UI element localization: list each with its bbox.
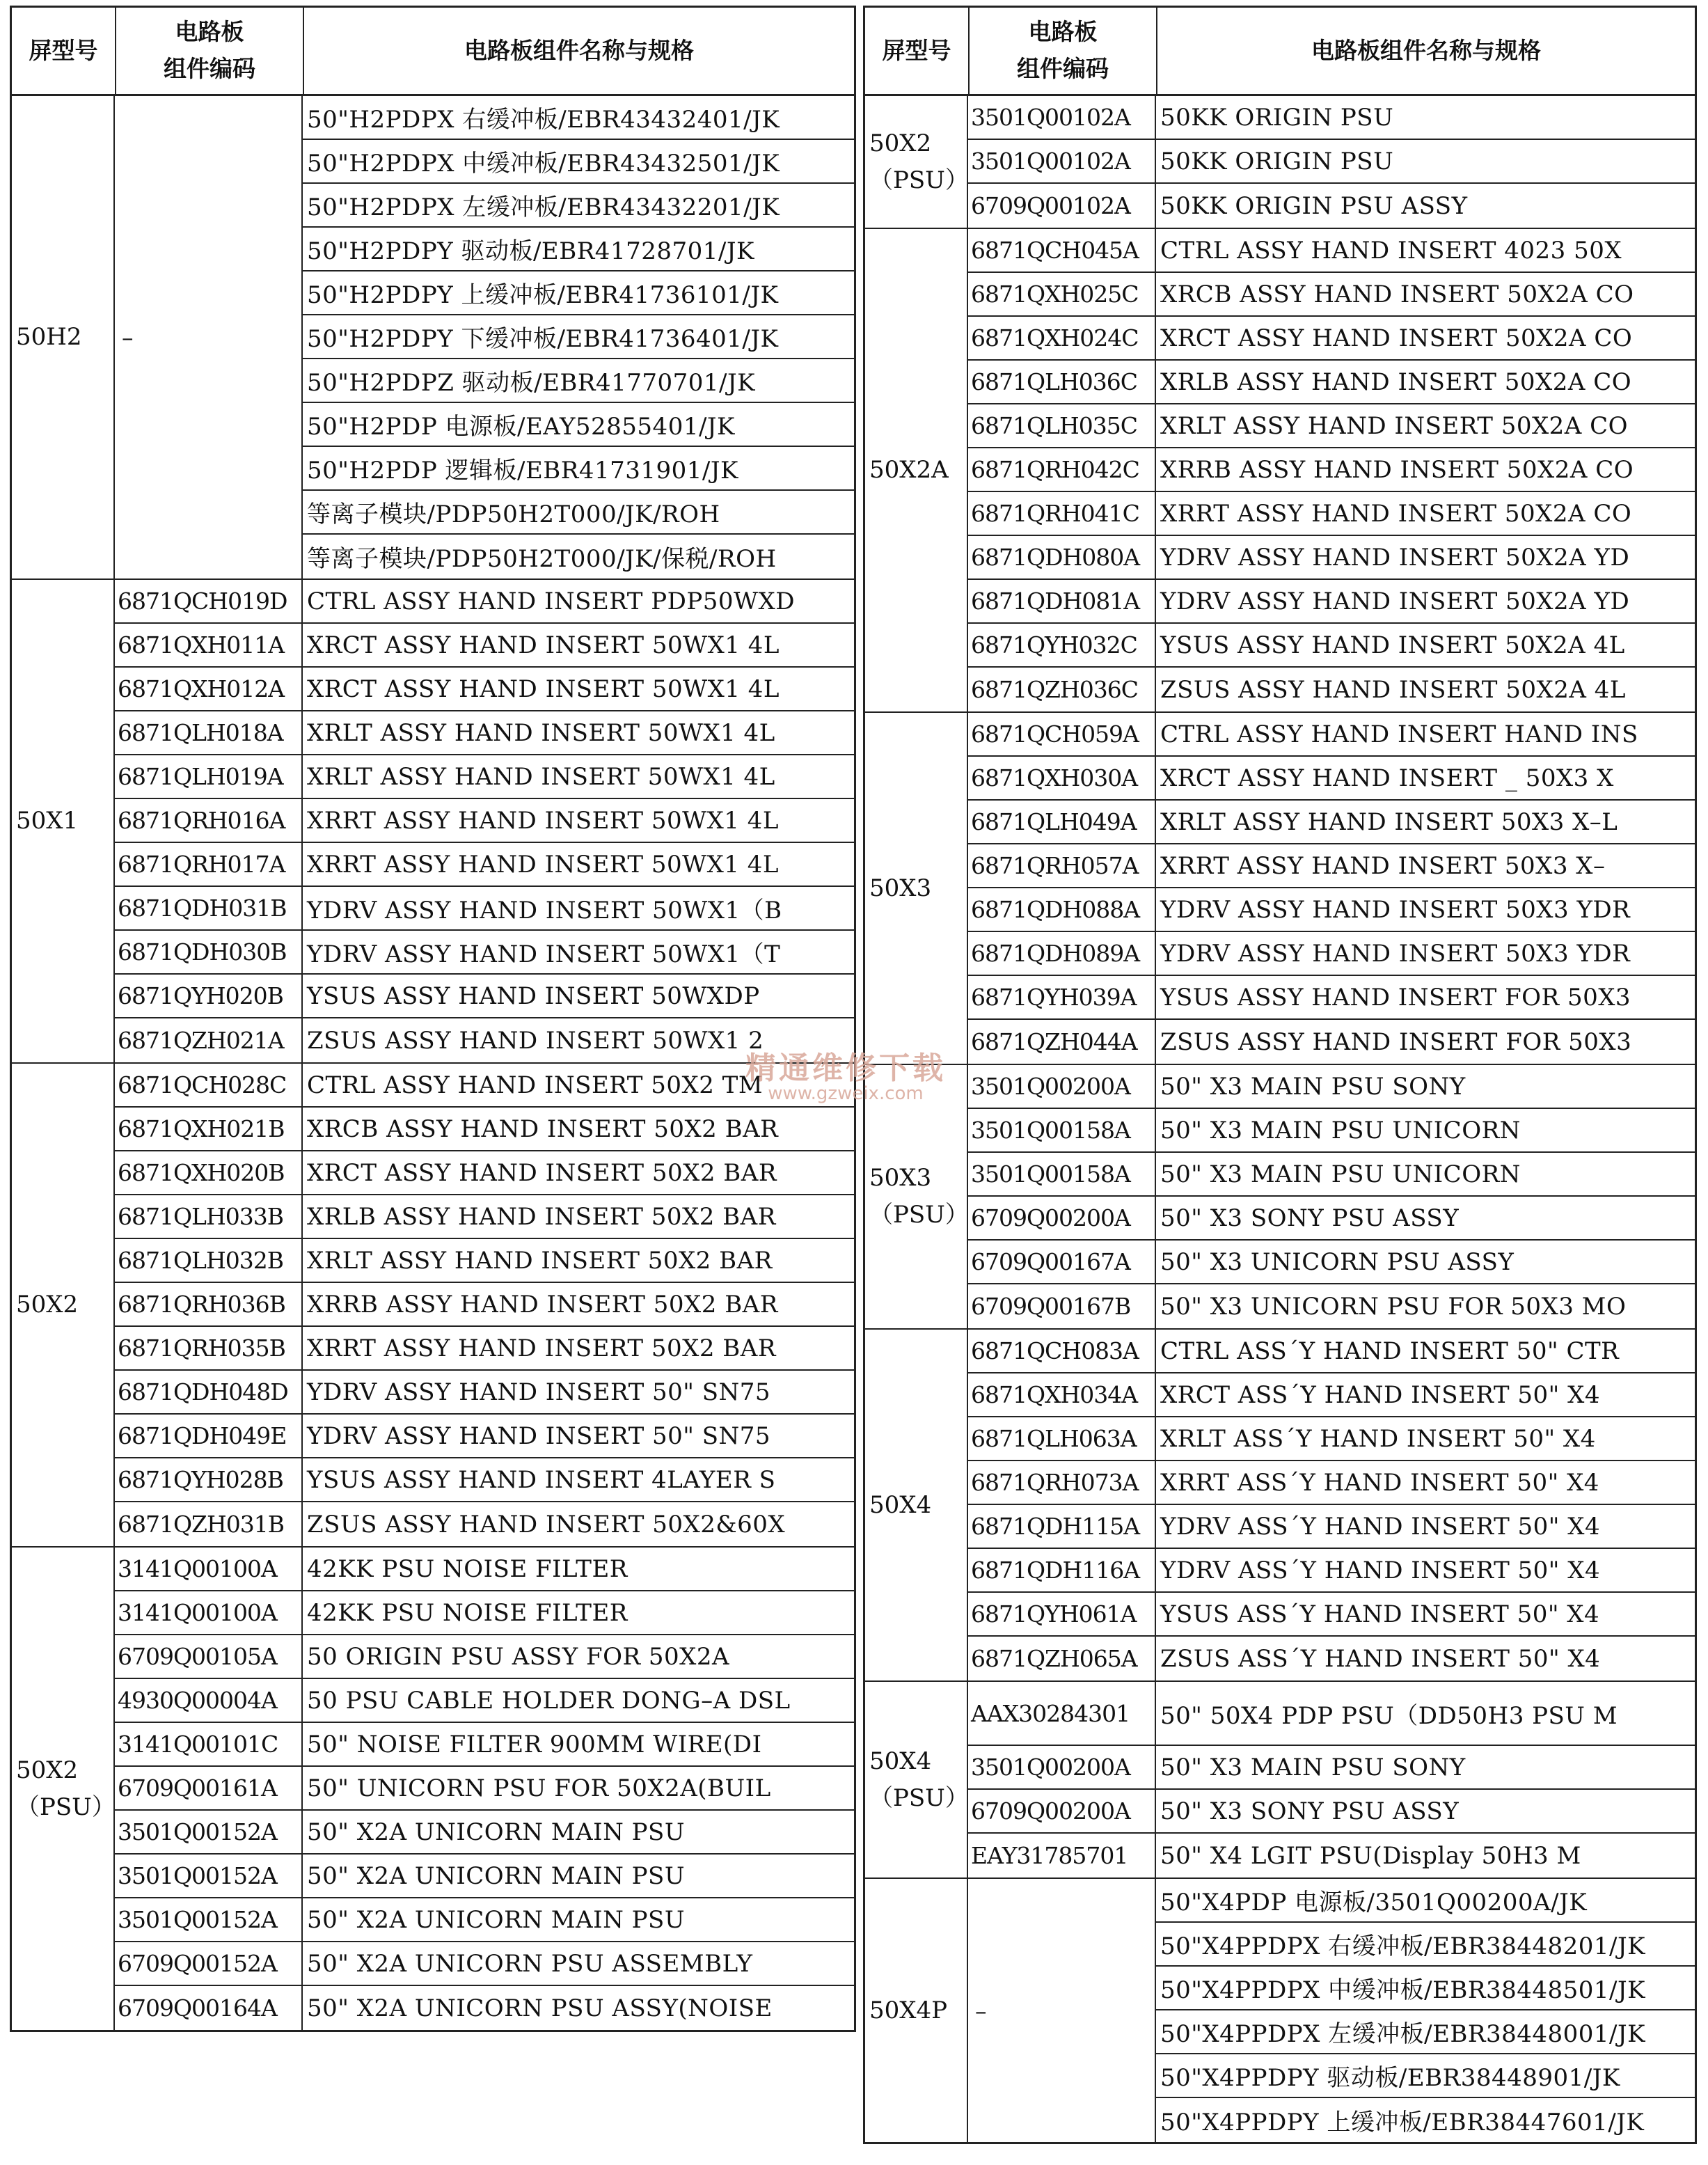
part-description: 50"H2PDPX 中缓冲板/EBR43432501/JK (307, 150, 780, 178)
table-row (968, 1197, 1695, 1241)
table-row (115, 975, 854, 1018)
part-code: 6871QZH036C (968, 668, 1156, 711)
part-code: 3501Q00200A (968, 1065, 1156, 1108)
table-row (115, 1898, 854, 1942)
part-description: XRRT ASS´Y HAND INSERT 50" X4 (1160, 1468, 1599, 1497)
part-description: 50" X2A UNICORN PSU ASSEMBLY (307, 1949, 753, 1978)
part-description: XRCT ASSY HAND INSERT 50WX1 4L (307, 675, 780, 703)
table-row (968, 844, 1695, 888)
table-row (115, 668, 854, 711)
part-code: 6871QDH080A (968, 536, 1156, 578)
model-name: 50X2 (12, 1064, 115, 1546)
table-row (115, 1723, 854, 1767)
part-description: 50KK ORIGIN PSU ASSY (1160, 191, 1468, 220)
part-code: 6709Q00105A (115, 1635, 303, 1678)
part-code: 6871QXH012A (115, 668, 303, 710)
model-name: 50X2 （PSU） (12, 1548, 115, 2030)
table-row (303, 403, 854, 447)
table-row (968, 1241, 1695, 1284)
part-description: XRRT ASSY HAND INSERT 50X3 X– (1160, 851, 1606, 880)
table-row (115, 1458, 854, 1502)
part-code: 3141Q00100A (115, 1591, 303, 1634)
table-row (968, 1637, 1695, 1680)
part-description: 42KK PSU NOISE FILTER (307, 1554, 628, 1583)
part-description: 50" UNICORN PSU FOR 50X2A(BUIL (307, 1774, 771, 1802)
table-row (115, 624, 854, 668)
part-description: 50" X2A UNICORN MAIN PSU (307, 1861, 685, 1890)
part-description: YDRV ASSY HAND INSERT 50" SN75 (307, 1422, 771, 1450)
group-rows (115, 580, 854, 1062)
part-description: 50"H2PDPX 左缓冲板/EBR43432201/JK (307, 194, 780, 221)
table-row (115, 1811, 854, 1855)
part-code: 6709Q00167A (968, 1241, 1156, 1283)
table-row (115, 843, 854, 887)
model-name: 50X3 (865, 713, 968, 1064)
part-description: YDRV ASSY HAND INSERT 50X3 YDR (1160, 895, 1631, 924)
part-code: 6871QRH041C (968, 492, 1156, 535)
table-header (865, 8, 1695, 96)
header-name: 电路板组件名称与规格 (303, 8, 854, 94)
part-code: 3501Q00152A (115, 1855, 303, 1897)
table-row (115, 1767, 854, 1811)
part-description: ZSUS ASSY HAND INSERT 50X2&60X (307, 1510, 786, 1538)
part-code: 3141Q00101C (115, 1723, 303, 1765)
part-description: 42KK PSU NOISE FILTER (307, 1598, 628, 1627)
part-description: ZSUS ASSY HAND INSERT 50WX1 2 (307, 1026, 764, 1055)
table-row (115, 1327, 854, 1371)
part-code: 6871QLH018A (115, 711, 303, 754)
part-code: 6871QLH035C (968, 404, 1156, 447)
part-code: 6871QDH048D (115, 1371, 303, 1413)
part-description: XRRT ASSY HAND INSERT 50X2 BAR (307, 1334, 776, 1362)
part-description: YDRV ASSY HAND INSERT 50WX1（B (307, 897, 782, 924)
table-row (968, 1330, 1695, 1373)
table-row (115, 1679, 854, 1723)
part-description: XRRT ASSY HAND INSERT 50WX1 4L (307, 850, 779, 879)
part-description: 50 PSU CABLE HOLDER DONG–A DSL (307, 1686, 791, 1715)
part-code: 6871QDH088A (968, 888, 1156, 931)
table-row (115, 711, 854, 755)
part-description: XRCT ASSY HAND INSERT 50X2 BAR (307, 1158, 777, 1187)
table-row (968, 1505, 1695, 1549)
table-row (968, 492, 1695, 536)
part-code: 3501Q00102A (968, 96, 1156, 139)
table-row (303, 491, 854, 535)
part-description: 50"H2PDP 电源板/EAY52855401/JK (307, 413, 735, 441)
part-code: 6871QXH030A (968, 757, 1156, 799)
table-row (968, 1020, 1695, 1064)
part-code: 3501Q00158A (968, 1109, 1156, 1151)
table-row (115, 1635, 854, 1679)
table-row (968, 1746, 1695, 1790)
group-rows (968, 1065, 1695, 1328)
part-description: 50"H2PDP 逻辑板/EBR41731901/JK (307, 457, 738, 485)
part-description: XRCT ASS´Y HAND INSERT 50" X4 (1160, 1380, 1600, 1409)
part-code: 6871QYH028B (115, 1458, 303, 1501)
part-code: 3501Q00158A (968, 1153, 1156, 1195)
part-code: 6871QXH024C (968, 317, 1156, 359)
model-name: 50X2A (865, 229, 968, 711)
part-description: 50KK ORIGIN PSU (1160, 147, 1394, 175)
part-description: 50KK ORIGIN PSU (1160, 103, 1394, 132)
model-group (12, 96, 854, 580)
group-rows (303, 96, 854, 578)
table-row (1156, 1923, 1695, 1967)
part-code: 6709Q00167B (968, 1284, 1156, 1328)
part-code: 6871QYH061A (968, 1593, 1156, 1635)
table-row (303, 140, 854, 184)
part-code: 6871QXH020B (115, 1151, 303, 1194)
part-description: 等离子模块/PDP50H2T000/JK/保税/ROH (307, 545, 777, 573)
part-description: XRLB ASSY HAND INSERT 50X2A CO (1160, 368, 1632, 396)
table-row (968, 229, 1695, 273)
part-code: 6709Q00161A (115, 1767, 303, 1809)
part-description: 50"X4PPDPX 左缓冲板/EBR38448001/JK (1160, 2020, 1646, 2048)
table-row (1156, 2010, 1695, 2054)
part-code: 6871QCH083A (968, 1330, 1156, 1372)
model-group (12, 1064, 854, 1548)
part-code: 3501Q00200A (968, 1746, 1156, 1788)
part-description: YDRV ASS´Y HAND INSERT 50" X4 (1160, 1512, 1601, 1541)
part-code: 6709Q00164A (115, 1986, 303, 2030)
part-description: YSUS ASSY HAND INSERT FOR 50X3 (1160, 983, 1631, 1011)
table-row (968, 1109, 1695, 1153)
part-description: 50" X3 UNICORN PSU FOR 50X3 MO (1160, 1292, 1627, 1321)
table-row (303, 315, 854, 359)
table-row (115, 1239, 854, 1283)
part-code: AAX30284301 (968, 1682, 1156, 1745)
model-name: 50X4P (865, 1879, 968, 2142)
part-description: 50" 50X4 PDP PSU（DD50H3 PSU M (1160, 1701, 1618, 1730)
part-code: 6871QRH035B (115, 1327, 303, 1369)
part-code: 6871QDH031B (115, 887, 303, 929)
part-description: CTRL ASSY HAND INSERT HAND INS (1160, 720, 1638, 748)
table-row (115, 580, 854, 624)
part-code: 6871QCH059A (968, 713, 1156, 755)
table-row (115, 1283, 854, 1327)
part-description: XRCB ASSY HAND INSERT 50X2 BAR (307, 1115, 779, 1143)
part-description: YSUS ASS´Y HAND INSERT 50" X4 (1160, 1600, 1600, 1628)
part-code: 6871QLH049A (968, 801, 1156, 843)
group-rows (115, 1064, 854, 1546)
part-code: 6871QDH081A (968, 580, 1156, 622)
part-code: 6871QXH025C (968, 273, 1156, 315)
part-code: 6871QZH031B (115, 1502, 303, 1546)
part-code: 6871QYH032C (968, 624, 1156, 666)
part-description: 50"H2PDPY 上缓冲板/EBR41736101/JK (307, 281, 779, 309)
model-group (865, 1682, 1695, 1879)
part-description: 50" X3 MAIN PSU UNICORN (1160, 1116, 1521, 1144)
part-code: 6871QLH063A (968, 1417, 1156, 1460)
part-description: ZSUS ASSY HAND INSERT 50X2A 4L (1160, 675, 1626, 704)
table-row (968, 668, 1695, 711)
table-row (303, 535, 854, 578)
part-description: 50"X4PPDPX 右缓冲板/EBR38448201/JK (1160, 1932, 1646, 1960)
table-row (968, 801, 1695, 844)
part-description: 50"H2PDPX 右缓冲板/EBR43432401/JK (307, 106, 780, 134)
table-row (968, 404, 1695, 448)
part-description: XRRT ASSY HAND INSERT 50WX1 4L (307, 806, 779, 835)
model-name: 50H2 (12, 96, 115, 578)
table-row (303, 96, 854, 140)
part-code: 3501Q00102A (968, 140, 1156, 182)
table-row (968, 140, 1695, 184)
header-model: 屏型号 (882, 36, 951, 64)
part-code: 6871QDH115A (968, 1505, 1156, 1548)
part-code: 6871QXH034A (968, 1373, 1156, 1416)
part-code: 6871QRH073A (968, 1461, 1156, 1504)
part-code: 6871QLH036C (968, 361, 1156, 403)
watermark-url: www.gzweix.com (768, 1083, 924, 1104)
part-code: 6871QYH039A (968, 976, 1156, 1018)
part-description: 50 ORIGIN PSU ASSY FOR 50X2A (307, 1642, 730, 1671)
part-description: 50" X2A UNICORN MAIN PSU (307, 1905, 685, 1934)
part-description: YDRV ASSY HAND INSERT 50X2A YD (1160, 543, 1630, 572)
part-code: 6871QRH057A (968, 844, 1156, 887)
table-row (1156, 1967, 1695, 2010)
table-row (115, 1415, 854, 1458)
group-rows (968, 713, 1695, 1064)
part-description: ZSUS ASSY HAND INSERT FOR 50X3 (1160, 1028, 1632, 1056)
part-description: ZSUS ASS´Y HAND INSERT 50" X4 (1160, 1644, 1601, 1673)
part-description: 50"X4PPDPY 上缓冲板/EBR38447601/JK (1160, 2109, 1645, 2136)
table-row (115, 931, 854, 975)
part-description: XRLT ASSY HAND INSERT 50WX1 4L (307, 762, 775, 791)
watermark (689, 1043, 1002, 1104)
group-rows (115, 1548, 854, 2030)
part-description: 50" X3 UNICORN PSU ASSY (1160, 1247, 1515, 1276)
part-code: EAY31785701 (968, 1834, 1156, 1877)
part-description: 50"X4PPDPY 驱动板/EBR38448901/JK (1160, 2064, 1620, 2092)
part-description: CTRL ASS´Y HAND INSERT 50" CTR (1160, 1337, 1620, 1365)
table-row (968, 448, 1695, 492)
part-description: 50"H2PDPY 下缓冲板/EBR41736401/JK (307, 325, 779, 353)
part-description: 50"X4PPDPX 中缓冲板/EBR38448501/JK (1160, 1976, 1646, 2004)
part-description: XRLT ASSY HAND INSERT 50WX1 4L (307, 718, 775, 747)
part-code: 6871QCH019D (115, 580, 303, 622)
table-row (1156, 2098, 1695, 2142)
group-rows (968, 1330, 1695, 1680)
merged-code-cell: – (115, 96, 303, 578)
model-name: 50X3 （PSU） (865, 1065, 968, 1328)
part-code: 6709Q00152A (115, 1942, 303, 1985)
part-description: CTRL ASSY HAND INSERT PDP50WXD (307, 587, 795, 615)
table-row (115, 1942, 854, 1986)
part-description: XRLT ASSY HAND INSERT 50X2 BAR (307, 1246, 773, 1275)
table-row (115, 1986, 854, 2030)
part-code: 6871QXH011A (115, 624, 303, 666)
group-rows (968, 229, 1695, 711)
part-description: XRRT ASSY HAND INSERT 50X2A CO (1160, 499, 1632, 528)
model-name: 50X4 (865, 1330, 968, 1680)
header-model: 屏型号 (29, 36, 98, 64)
group-rows (968, 96, 1695, 228)
part-code: 6709Q00102A (968, 184, 1156, 228)
table-header (12, 8, 854, 96)
part-description: 50"H2PDPY 驱动板/EBR41728701/JK (307, 237, 754, 265)
table-row (303, 359, 854, 403)
part-description: 50" X3 MAIN PSU UNICORN (1160, 1160, 1521, 1188)
part-description: XRLT ASS´Y HAND INSERT 50" X4 (1160, 1424, 1596, 1453)
part-description: YSUS ASSY HAND INSERT 4LAYER S (307, 1465, 776, 1494)
table-row (115, 887, 854, 931)
group-rows (1156, 1879, 1695, 2142)
table-row (115, 1502, 854, 1546)
model-group (865, 229, 1695, 713)
part-code: 6871QDH049E (115, 1415, 303, 1457)
model-group (865, 96, 1695, 229)
part-description: 50"H2PDPZ 驱动板/EBR41770701/JK (307, 369, 756, 397)
part-code: 4930Q00004A (115, 1679, 303, 1722)
part-description: CTRL ASSY HAND INSERT 4023 50X (1160, 236, 1622, 265)
table-row (1156, 2054, 1695, 2098)
model-name: 50X4 （PSU） (865, 1682, 968, 1877)
header-name: 电路板组件名称与规格 (1156, 8, 1695, 94)
part-code: 6871QLH033B (115, 1195, 303, 1238)
part-description: YSUS ASSY HAND INSERT 50X2A 4L (1160, 631, 1625, 659)
model-group (12, 1548, 854, 2030)
part-description: XRCT ASSY HAND INSERT 50X2A CO (1160, 324, 1633, 352)
table-row (968, 1593, 1695, 1637)
table-row (968, 1682, 1695, 1746)
table-row (115, 755, 854, 799)
table-row (115, 1195, 854, 1239)
table-row (968, 1549, 1695, 1593)
part-code: 6871QCH028C (115, 1064, 303, 1106)
table-row (968, 624, 1695, 668)
part-description: YDRV ASSY HAND INSERT 50X2A YD (1160, 587, 1630, 615)
part-description: 50" X3 SONY PSU ASSY (1160, 1204, 1460, 1232)
part-description: 50" NOISE FILTER 900MM WIRE(DI (307, 1730, 762, 1758)
part-description: XRCT ASSY HAND INSERT 50WX1 4L (307, 631, 780, 659)
table-row (968, 1461, 1695, 1505)
part-code: 6709Q00200A (968, 1197, 1156, 1239)
part-description: 50" X3 MAIN PSU SONY (1160, 1072, 1466, 1101)
part-description: XRRB ASSY HAND INSERT 50X2 BAR (307, 1290, 778, 1318)
part-code: 6871QLH032B (115, 1239, 303, 1282)
header-code: 电路板 组件编码 (115, 8, 303, 94)
model-group (865, 1330, 1695, 1682)
part-description: 50" X2A UNICORN PSU ASSY(NOISE (307, 1994, 773, 2022)
table-row (968, 1790, 1695, 1834)
table-row (968, 580, 1695, 624)
part-description: 50" X4 LGIT PSU(Display 50H3 M (1160, 1841, 1581, 1870)
table-row (968, 1065, 1695, 1109)
table-row (968, 1834, 1695, 1877)
part-code: 3501Q00152A (115, 1811, 303, 1853)
table-row (968, 273, 1695, 317)
table-row (303, 447, 854, 491)
table-row (115, 1371, 854, 1415)
part-code: 6871QXH021B (115, 1108, 303, 1150)
table-row (303, 271, 854, 315)
part-description: 50" X3 MAIN PSU SONY (1160, 1753, 1466, 1781)
part-code: 6871QRH036B (115, 1283, 303, 1325)
part-description: XRCB ASSY HAND INSERT 50X2A CO (1160, 280, 1634, 308)
part-description: YSUS ASSY HAND INSERT 50WXDP (307, 982, 760, 1010)
table-row (968, 1417, 1695, 1461)
model-group (865, 1879, 1695, 2142)
table-row (115, 1108, 854, 1151)
part-code: 6871QZH021A (115, 1018, 303, 1062)
part-description: 50" X3 SONY PSU ASSY (1160, 1797, 1460, 1825)
part-code: 6871QZH044A (968, 1020, 1156, 1064)
part-description: 50" X2A UNICORN MAIN PSU (307, 1818, 685, 1846)
part-code: 6871QRH016A (115, 799, 303, 842)
part-code: 6871QRH017A (115, 843, 303, 885)
part-description: XRLT ASSY HAND INSERT 50X3 X–L (1160, 808, 1618, 836)
watermark-title: 精通维修下载 (745, 1050, 946, 1086)
table-row (303, 184, 854, 228)
part-description: XRLT ASSY HAND INSERT 50X2A CO (1160, 411, 1629, 440)
table-row (968, 536, 1695, 580)
part-code: 6871QDH030B (115, 931, 303, 973)
model-name: 50X2 （PSU） (865, 96, 968, 228)
table-body (865, 96, 1695, 2142)
merged-code-cell: – (968, 1879, 1156, 2142)
model-name: 50X1 (12, 580, 115, 1062)
table-row (968, 96, 1695, 140)
part-description: 50"X4PDP 电源板/3501Q00200A/JK (1160, 1889, 1588, 1916)
table-row (968, 932, 1695, 976)
group-rows (968, 1682, 1695, 1877)
table-row (968, 1373, 1695, 1417)
part-description: YDRV ASS´Y HAND INSERT 50" X4 (1160, 1556, 1601, 1584)
table-row (115, 1548, 854, 1591)
part-code: 6871QDH116A (968, 1549, 1156, 1591)
part-description: YDRV ASSY HAND INSERT 50" SN75 (307, 1378, 771, 1406)
part-description: XRCT ASSY HAND INSERT _ 50X3 X (1160, 764, 1614, 792)
part-description: XRLB ASSY HAND INSERT 50X2 BAR (307, 1202, 776, 1231)
model-group (12, 580, 854, 1064)
part-code: 3141Q00100A (115, 1548, 303, 1590)
part-description: YDRV ASSY HAND INSERT 50WX1（T (307, 940, 781, 968)
part-code: 6871QZH065A (968, 1637, 1156, 1680)
table-row (115, 1591, 854, 1635)
part-code: 3501Q00152A (115, 1898, 303, 1941)
part-code: 6871QLH019A (115, 755, 303, 798)
table-row (115, 1151, 854, 1195)
part-code: 6871QCH045A (968, 229, 1156, 271)
table-row (968, 1284, 1695, 1328)
table-row (1156, 1879, 1695, 1923)
table-row (968, 713, 1695, 757)
part-code: 6871QDH089A (968, 932, 1156, 975)
model-group (865, 713, 1695, 1065)
table-row (115, 799, 854, 843)
parts-table-left (10, 6, 856, 2032)
table-row (968, 1153, 1695, 1197)
part-code: 6871QRH042C (968, 448, 1156, 491)
table-row (968, 184, 1695, 228)
table-row (968, 361, 1695, 404)
part-description: YDRV ASSY HAND INSERT 50X3 YDR (1160, 939, 1631, 968)
model-group (865, 1065, 1695, 1330)
table-row (303, 228, 854, 271)
part-description: 等离子模块/PDP50H2T000/JK/ROH (307, 501, 720, 528)
part-code: 6871QYH020B (115, 975, 303, 1017)
table-row (968, 888, 1695, 932)
table-row (115, 1855, 854, 1898)
part-description: XRRB ASSY HAND INSERT 50X2A CO (1160, 455, 1634, 484)
table-row (968, 976, 1695, 1020)
table-row (968, 317, 1695, 361)
table-row (968, 757, 1695, 801)
header-code: 电路板 组件编码 (968, 8, 1156, 94)
part-code: 6709Q00200A (968, 1790, 1156, 1832)
part-description: CTRL ASSY HAND INSERT 50X2 TM (307, 1071, 764, 1099)
